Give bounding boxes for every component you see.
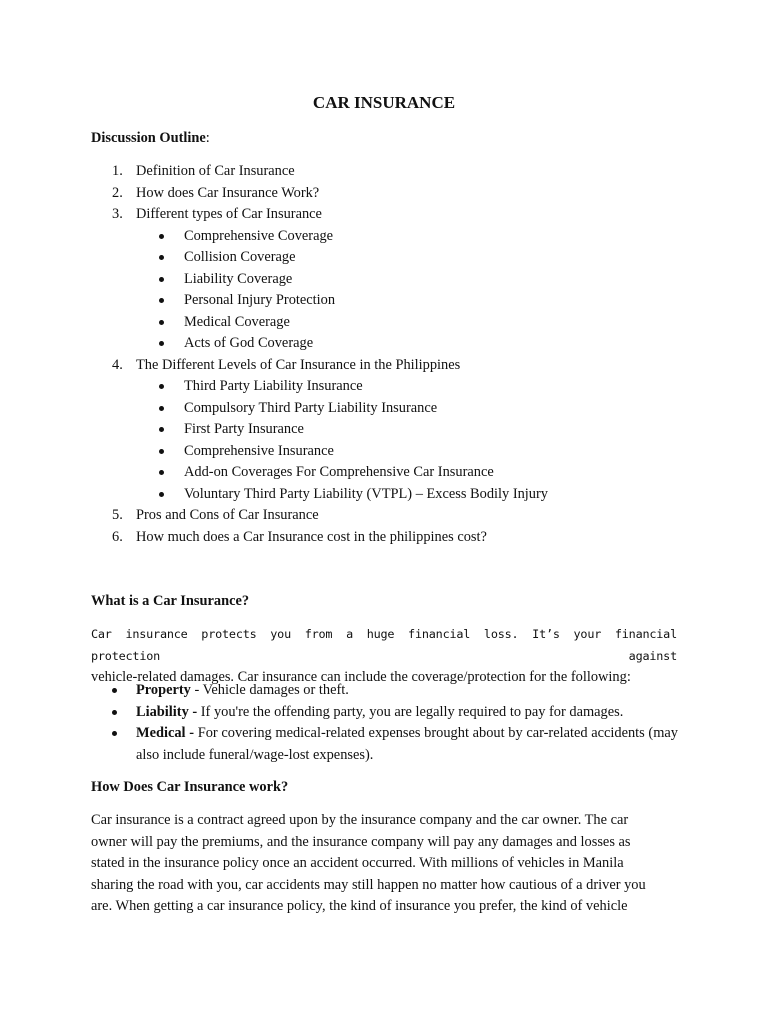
item-label: Property <box>136 682 191 698</box>
bullet-icon <box>159 341 164 346</box>
list-item <box>0 290 768 312</box>
section-paragraph-what <box>91 624 677 689</box>
list-item <box>0 723 768 766</box>
outline-item-5 <box>0 505 768 527</box>
outline-number: 6. <box>112 528 123 545</box>
section-paragraph-how <box>91 810 677 918</box>
outline-number: 4. <box>112 356 123 373</box>
bullet-icon <box>159 449 164 454</box>
bullet-text: Collision Coverage <box>184 249 296 265</box>
outline-item-1 <box>0 161 768 183</box>
paragraph-line: are. When getting a car insurance policy, the kind of insurance you prefer, the kind of vehicle <box>91 898 628 914</box>
item-text: If you're the offending party, you are legally required to pay for damages. <box>197 703 624 720</box>
list-item <box>0 269 768 291</box>
item-label: Liability - <box>136 703 198 720</box>
list-item <box>0 680 768 702</box>
outline-label: Discussion Outline <box>91 130 206 146</box>
coverage-list <box>0 680 768 766</box>
bullet-icon <box>159 492 164 497</box>
list-item <box>0 312 768 334</box>
list-item <box>0 247 768 269</box>
outline-number: 5. <box>112 507 123 523</box>
bullet-text: Medical Coverage <box>184 313 290 330</box>
section-heading-how: How Does Car Insurance work? <box>91 779 289 795</box>
list-item <box>0 441 768 463</box>
list-item <box>0 462 768 484</box>
paragraph-line: sharing the road with you, car accidents may still happen no matter how cautious of a driver you <box>91 876 646 893</box>
outline-text: How much does a Car Insurance cost in the philippines cost? <box>136 528 487 545</box>
list-item <box>0 376 768 398</box>
outline-text: How does Car Insurance Work? <box>136 184 320 201</box>
list-item <box>0 419 768 441</box>
paragraph-line: owner will pay the premiums, and the insurance company will pay any damages and losses as <box>91 833 631 850</box>
bullet-text: Liability Coverage <box>184 270 293 287</box>
bullet-icon <box>159 298 164 303</box>
item-text: For covering medical-related expenses brought about by car-related accidents (may also include funeral/wage-lost expenses). <box>136 725 678 763</box>
bullet-icon <box>159 406 164 411</box>
outline-text: Definition of Car Insurance <box>136 163 295 179</box>
list-item <box>0 702 768 724</box>
paragraph-line: vehicle-related damages. Car insurance can include the coverage/protection for the following: <box>91 669 631 685</box>
document-title: CAR INSURANCE <box>312 93 456 112</box>
outline-item-4 <box>0 355 768 377</box>
bullet-icon <box>159 234 164 239</box>
bullet-text: Acts of God Coverage <box>184 335 314 351</box>
outline-text: The Different Levels of Car Insurance in the Philippines <box>136 356 461 373</box>
outline-text: Different types of Car Insurance <box>136 206 322 222</box>
bullet-text: First Party Insurance <box>184 421 304 437</box>
outline-text: Pros and Cons of Car Insurance <box>136 507 319 523</box>
bullet-text: Add-on Coverages For Comprehensive Car Insurance <box>184 464 494 480</box>
outline-item-3 <box>0 204 768 226</box>
item-text: - Vehicle damages or theft. <box>190 682 349 698</box>
bullet-text: Personal Injury Protection <box>184 292 336 308</box>
outline-item-6 <box>0 527 768 549</box>
list-item <box>0 484 768 506</box>
bullet-text: Comprehensive Coverage <box>184 227 334 244</box>
item-label: Medical - <box>136 725 195 741</box>
list-item <box>0 226 768 248</box>
outline-heading <box>91 128 210 150</box>
outline-list <box>0 161 768 548</box>
outline-item-2 <box>0 183 768 205</box>
outline-number: 1. <box>112 163 123 179</box>
paragraph-line: Car insurance protects you from a huge financial loss. It’s your financial protection against <box>91 627 677 663</box>
list-item <box>0 333 768 355</box>
outline-colon: : <box>205 130 210 146</box>
paragraph-line: Car insurance is a contract agreed upon by the insurance company and the car owner. The car <box>91 812 629 828</box>
bullet-icon <box>159 320 164 325</box>
bullet-text: Third Party Liability Insurance <box>184 378 363 394</box>
bullet-icon <box>159 427 164 432</box>
bullet-icon <box>159 470 164 475</box>
outline-number: 2. <box>112 184 123 201</box>
list-item <box>0 398 768 420</box>
paragraph-line: stated in the insurance policy once an accident occurred. With millions of vehicles in Manila <box>91 855 624 871</box>
bullet-icon <box>112 710 117 715</box>
bullet-icon <box>112 688 117 693</box>
bullet-icon <box>159 277 164 282</box>
bullet-text: Voluntary Third Party Liability (VTPL) – Excess Bodily Injury <box>184 485 548 502</box>
bullet-text: Compulsory Third Party Liability Insurance <box>184 399 438 416</box>
bullet-icon <box>159 384 164 389</box>
bullet-icon <box>112 731 117 736</box>
outline-number: 3. <box>112 206 123 222</box>
section-heading-what: What is a Car Insurance? <box>91 593 250 609</box>
bullet-icon <box>159 255 164 260</box>
bullet-text: Comprehensive Insurance <box>184 442 334 459</box>
